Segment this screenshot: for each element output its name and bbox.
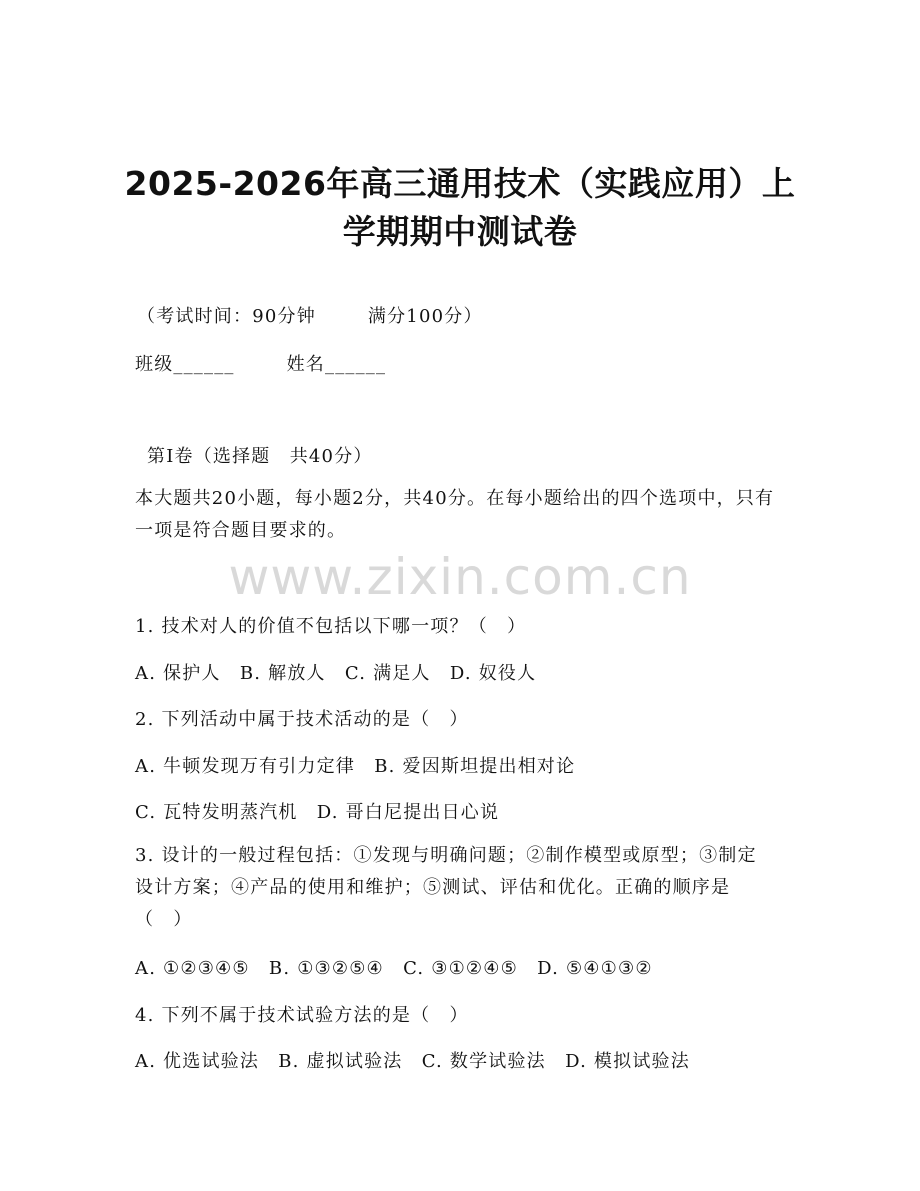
question-stem: 3. 设计的一般过程包括：①发现与明确问题；②制作模型或原型；③制定设计方案；④产品的使用和维护；⑤测试、评估和优化。正确的顺序是（ ） — [135, 845, 757, 930]
name-field: 姓名______ — [286, 354, 387, 375]
watermark: www.zixin.com.cn — [228, 548, 692, 606]
page-title-line-1: 2025-2026年高三通用技术（实践应用）上 — [124, 164, 796, 203]
section-instructions: 本大题共20小题，每小题2分，共40分。在每小题给出的四个选项中，只有一项是符合题目要求的。 — [135, 488, 775, 541]
exam-time: （考试时间：90分钟 — [137, 306, 316, 327]
section-heading: 第I卷（选择题 共40分） — [147, 446, 373, 467]
question-stem: 1. 技术对人的价值不包括以下哪一项？（ ） — [135, 616, 527, 637]
question-stem: 4. 下列不属于技术试验方法的是（ ） — [135, 1005, 469, 1026]
question-options: A. 优选试验法 B. 虚拟试验法 C. 数学试验法 D. 模拟试验法 — [135, 1051, 690, 1072]
question-options: A. 保护人 B. 解放人 C. 满足人 D. 奴役人 — [135, 663, 537, 684]
question-stem: 2. 下列活动中属于技术活动的是（ ） — [135, 709, 469, 730]
question-options: A. ①②③④⑤ B. ①③②⑤④ C. ③①②④⑤ D. ⑤④①③② — [135, 958, 653, 979]
exam-full-score: 满分100分） — [367, 306, 483, 327]
student-fields — [135, 350, 386, 376]
page-title-line-2: 学期期中测试卷 — [342, 212, 578, 251]
exam-info — [137, 302, 483, 328]
question-options: A. 牛顿发现万有引力定律 B. 爱因斯坦提出相对论 — [135, 756, 576, 777]
question-options: C. 瓦特发明蒸汽机 D. 哥白尼提出日心说 — [135, 802, 500, 823]
class-field: 班级______ — [135, 354, 235, 375]
